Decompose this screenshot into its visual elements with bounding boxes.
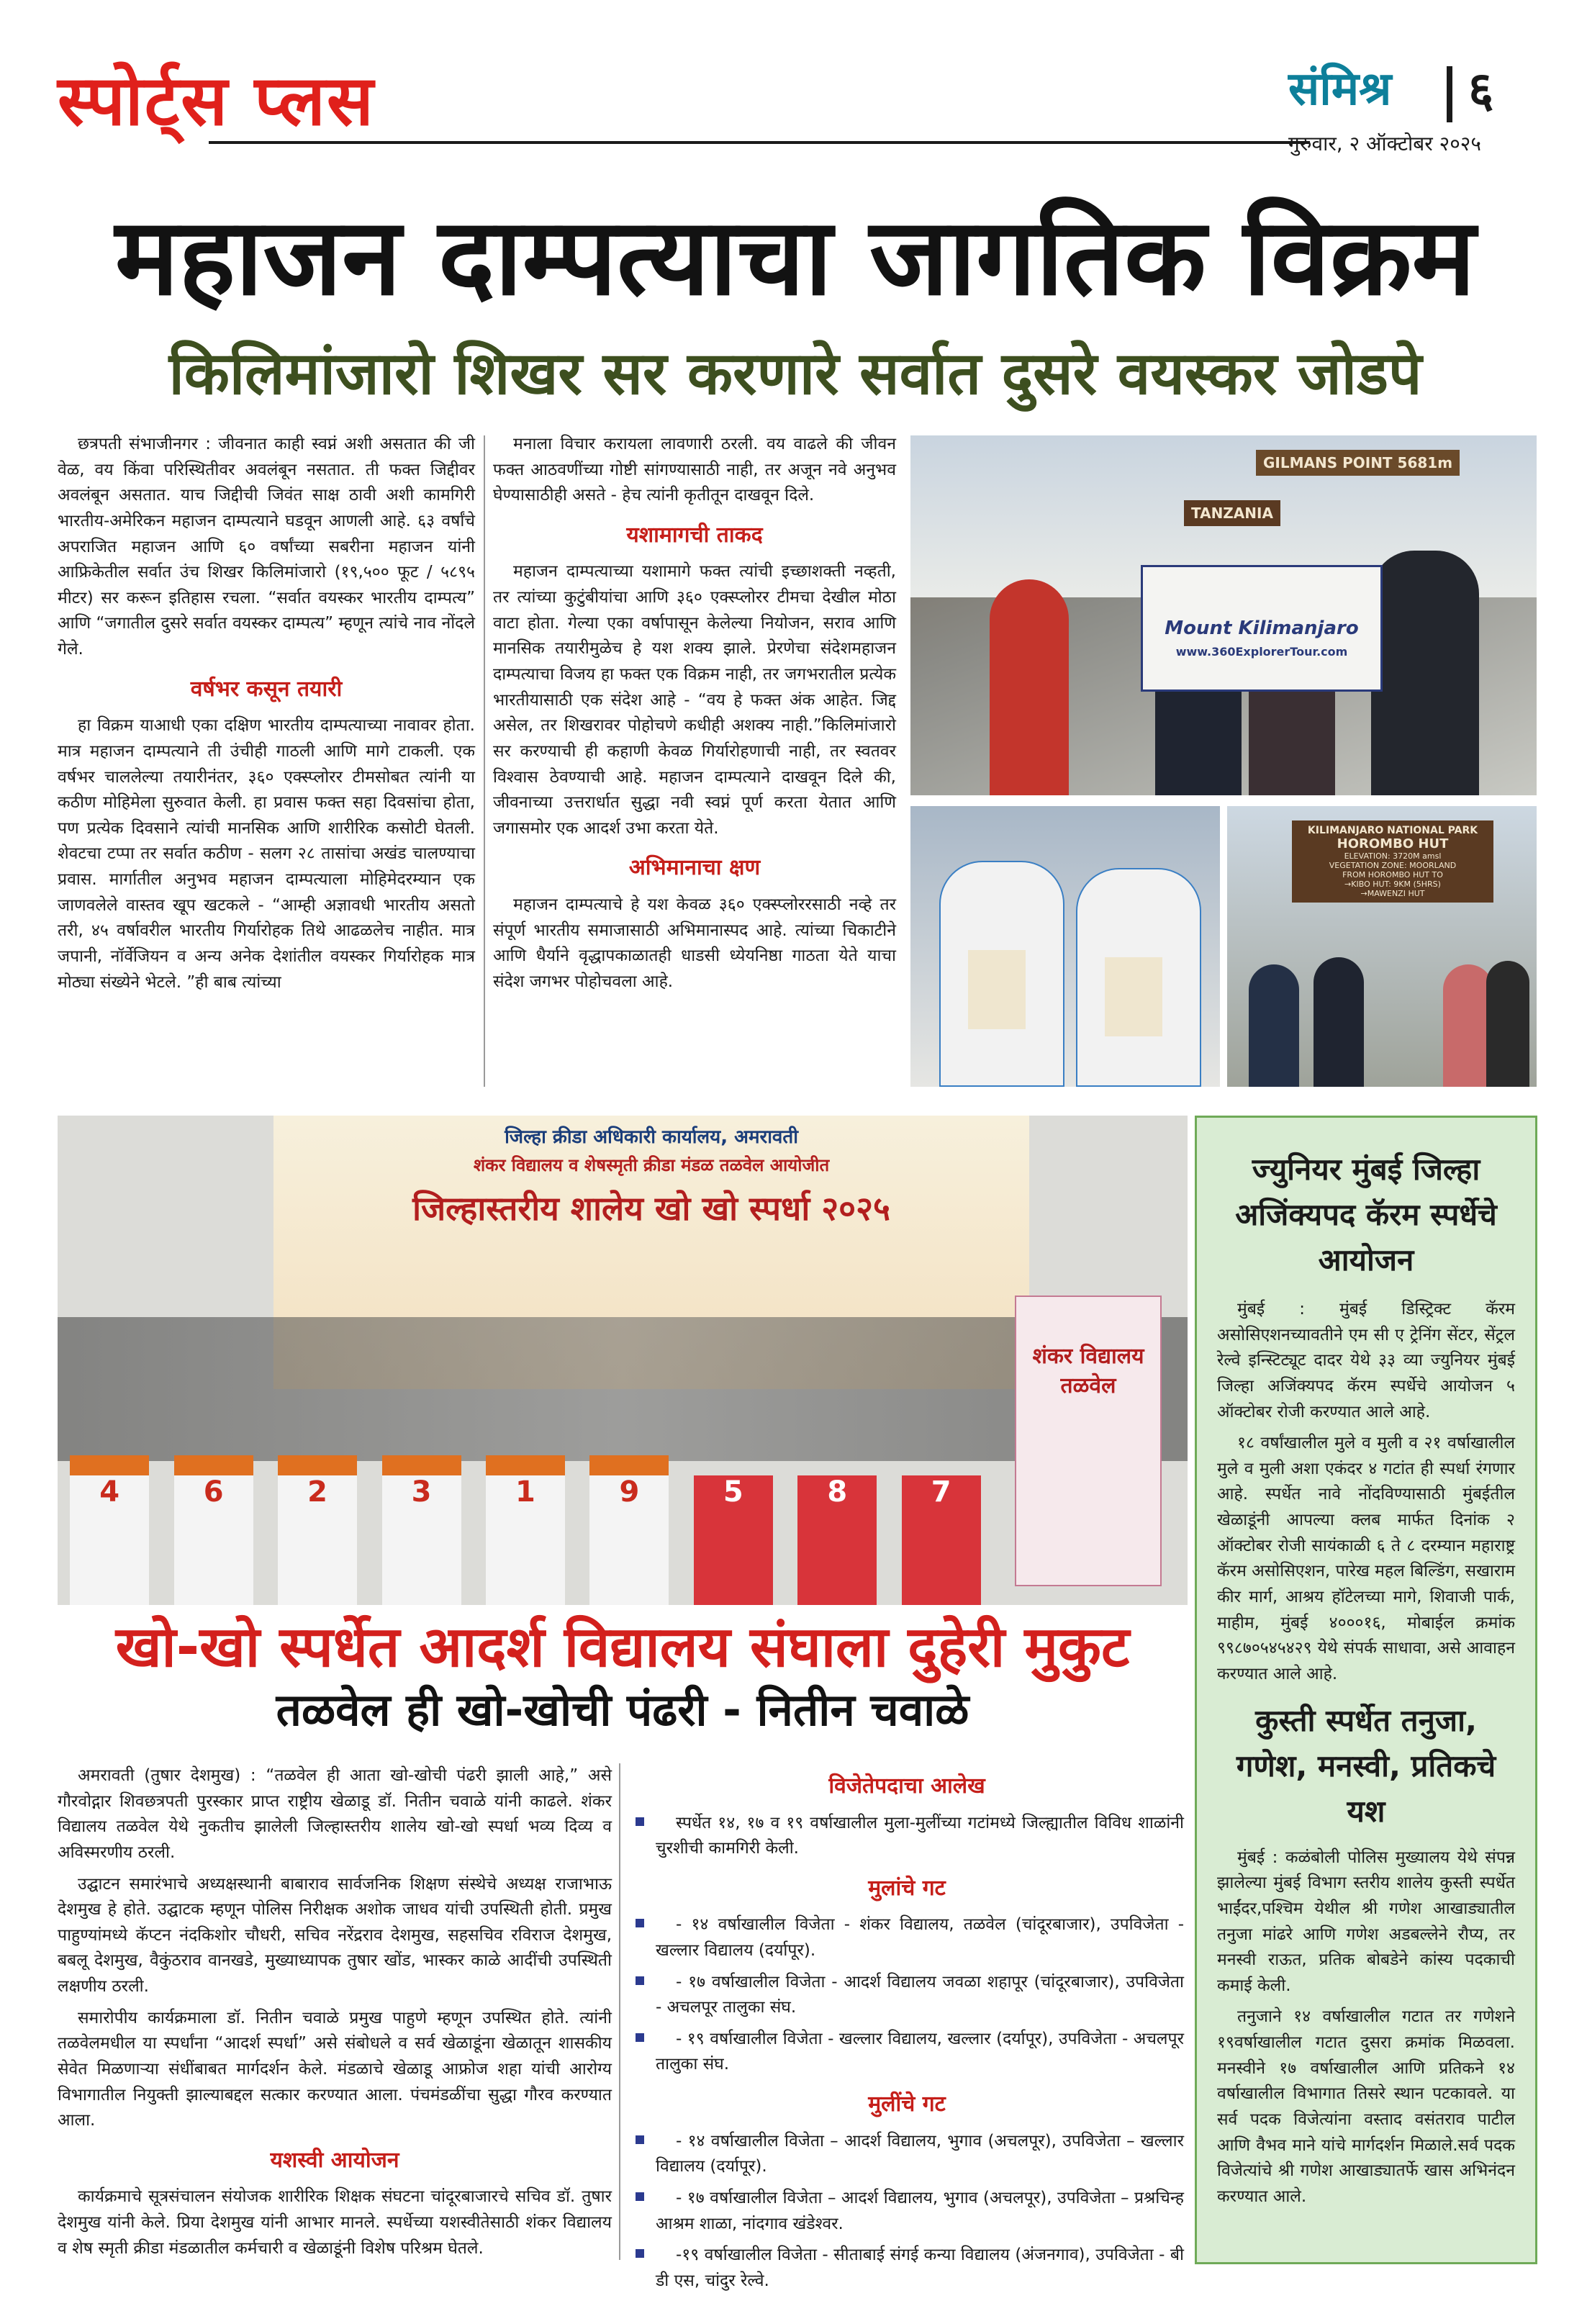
winners-intro bbox=[630, 1811, 1184, 1862]
result-item bbox=[630, 1912, 1184, 1963]
kho-column-1 bbox=[58, 1763, 612, 2267]
kho-paragraph: समारोपीय कार्यक्रमाला डॉ. नितीन चवाळे प्रमुख पाहुणे म्हणून उपस्थित होते. त्यांनी तळवेलमधील या स्पर्धांना “आदर्श स्पर्धा” असे संबोधले व सर्व खेळाडूंना खेळातून शासकीय सेवेत मिळणाऱ्या संधींबाबत मार्गदर्शन केले. मंडळाचे खेळाडू आफ्रोज शहा यांची आरोग्य विभागातील नियुक्ती झाल्याबद्दल सत्कार करण्यात आला. पंचमंडळींचा सुद्धा गौरव करण्यात आला. bbox=[58, 2008, 612, 2130]
masthead-rule bbox=[209, 141, 1310, 144]
result-item bbox=[630, 2129, 1184, 2180]
player-jersey: 1 bbox=[486, 1455, 565, 1605]
player-jersey: 9 bbox=[589, 1455, 669, 1605]
park-sign bbox=[1292, 820, 1493, 903]
masthead-title: स्पोर्ट्स प्लस bbox=[58, 60, 375, 141]
kho-headline: खो-खो स्पर्धेत आदर्श विद्यालय संघाला दुहेरी मुकुट bbox=[115, 1615, 1130, 1680]
lead-headline: महाजन दाम्पत्याचा जागतिक विक्रम bbox=[114, 195, 1476, 319]
kho-section-heading: मुलांचे गट bbox=[868, 1875, 946, 1901]
section-divider bbox=[1447, 66, 1452, 122]
sidebar-heading: ज्युनियर मुंबई जिल्हा अजिंक्यपद कॅरम स्पर्धेचे आयोजन bbox=[1235, 1152, 1497, 1278]
climber bbox=[990, 579, 1069, 795]
bullet-square-icon bbox=[636, 2249, 644, 2258]
player-jersey: 5 bbox=[694, 1475, 773, 1605]
result-text: - १४ वर्षाखालील विजेता - शंकर विद्यालय, तळवेल (चांदूरबाजार), उपविजेता - खल्लार विद्यालय (दर्यापूर). bbox=[656, 1915, 1184, 1960]
country-sign: TANZANIA bbox=[1184, 500, 1280, 526]
hut-sign-line: →MAWENZI HUT bbox=[1360, 889, 1425, 898]
stage-banner-mid: शंकर विद्यालय व शेषस्मृती क्रीडा मंडळ तळवेल आयोजीत bbox=[473, 1155, 830, 1175]
hut-sign-line: VEGETATION ZONE: MOORLAND bbox=[1329, 861, 1457, 870]
sidebar-paragraph: मुंबई : कळंबोली पोलिस मुख्यालय येथे संपन्न झालेल्या मुंबई विभाग स्तरीय शालेय कुस्ती स्पर्धेत भाईंदर,पश्चिम येथील श्री गणेश आखाड्यातील तनुजा मांढरे आणि गणेश अडबल्लेने रौप्य, तर मनस्वी राऊत, प्रतिक बोबडेने कांस्य पदकाची कमाई केली. bbox=[1217, 1848, 1515, 1995]
page-number: ६ bbox=[1468, 62, 1494, 119]
kho-paragraph: अमरावती (तुषार देशमुख) : “तळवेल ही आता खो-खोची पंढरी झाली आहे,” असे गौरवोद्गार शिवछत्रपती पुरस्कार प्राप्त राष्ट्रीय खेळाडू डॉ. नितीन चवाळे यांनी काढले. शंकर विद्यालय तळवेल येथे नुकतीच झालेली जिल्हास्तरीय शालेय खो-खो स्पर्धा भव्य दिव्य व अविस्मरणीय ठरली. bbox=[58, 1766, 612, 1862]
lead-section-heading: यशामागची ताकद bbox=[626, 522, 763, 548]
team-row bbox=[58, 1461, 993, 1605]
lead-paragraph: महाजन दाम्पत्याचे हे यश केवळ ३६० एक्स्प्लोररसाठी नव्हे तर संपूर्ण भारतीय समाजासाठी अभिमानास्पद आहे. त्यांच्या चिकाटीने आणि धैर्याने वृद्धापकाळातही धाडसी ध्येयनिष्ठा गाठता येते याचा संदेश जगभर पोहोचवला आहे. bbox=[493, 895, 896, 991]
player-jersey: 8 bbox=[797, 1475, 877, 1605]
player-jersey: 7 bbox=[902, 1475, 981, 1605]
player-jersey: 4 bbox=[70, 1455, 149, 1605]
kho-section-heading: मुलींचे गट bbox=[868, 2092, 946, 2117]
result-item bbox=[630, 2186, 1184, 2237]
result-text: - १७ वर्षाखालील विजेता – आदर्श विद्यालय, भुगाव (अचलपूर), उपविजेता – प्रश्रचिन्ह आश्रम शाळा, नांदगाव खंडेश्वर. bbox=[656, 2188, 1184, 2233]
podium bbox=[1015, 1296, 1162, 1586]
certificate bbox=[1105, 957, 1162, 1036]
result-text: - १९ वर्षाखालील विजेता - खल्लार विद्यालय, खल्लार (दर्यापूर), उपविजेता - अचलपूर तालुका संघ. bbox=[656, 2029, 1184, 2074]
lead-column-2 bbox=[493, 432, 896, 1001]
sidebar-content bbox=[1197, 1118, 1535, 2210]
climber bbox=[1249, 964, 1299, 1087]
kho-paragraph: कार्यक्रमाचे सूत्रसंचालन संयोजक शारीरिक शिक्षक संघटना चांदूरबाजारचे सचिव डॉ. तुषार देशमुख यांनी केले. प्रिया देशमुख यांनी आभार मानले. स्पर्धेच्या यशस्वीतेसाठी शंकर विद्यालय व शेष स्मृती क्रीडा मंडळातील कर्मचारी व खेळाडूंनी विशेष परिश्रम घेतले. bbox=[58, 2187, 612, 2258]
sidebar-body bbox=[1217, 1845, 1515, 2210]
result-text: - १४ वर्षाखालील विजेता – आदर्श विद्यालय, भुगाव (अचलपूर), उपविजेता – खल्लार विद्यालय (दर्यापूर). bbox=[656, 2131, 1184, 2176]
hut-sign-line: →KIBO HUT: 9KM (5HRS) bbox=[1344, 880, 1441, 889]
sidebar-paragraph: १८ वर्षांखालील मुले व मुली व २१ वर्षाखालील मुले व मुली अशा एकंदर ४ गटांत ही स्पर्धा रंगणार आहे. स्पर्धेत नावे नोंदविण्यासाठी मुंबईतील खेळाडूंनी आपल्या क्लब मार्फत दिनांक २ ऑक्टोबर रोजी सायंकाळी ६ ते ८ दरम्यान महाराष्ट्र कॅरम असोसिएशन, पारेख महल बिल्डिंग, सखाराम कीर मार्ग, आश्रय हॉटेलच्या मागे, शिवाजी पार्क, माहीम, मुंबई ४०००१६, मोबाईल क्रमांक ९९८७०५४५४२९ येथे संपर्क साधावा, असे आवाहन करण्यात आले आहे. bbox=[1217, 1434, 1515, 1683]
kho-kho-photo bbox=[58, 1116, 1188, 1605]
lead-section-heading: वर्षभर कसून तयारी bbox=[190, 676, 343, 702]
player-jersey: 2 bbox=[278, 1455, 357, 1605]
section-name: संमिश्र bbox=[1288, 63, 1392, 116]
result-item bbox=[630, 2027, 1184, 2078]
kho-section-heading: विजेतेपदाचा आलेख bbox=[828, 1773, 985, 1799]
climber bbox=[1371, 551, 1479, 795]
lead-paragraph: छत्रपती संभाजीनगर : जीवनात काही स्वप्नं अशी असतात की जी वेळ, वय किंवा परिस्थितीवर अवलंबून नसतात. ती फक्त जिद्दीवर अवलंबून असतात. याच जिद्दीची जिवंत साक्ष ठावी अशी कामगिरी भारतीय-अमेरिकन महाजन दाम्पत्याने घडवून आणली आहे. ६३ वर्षांचे अपराजित महाजन आणि ६० वर्षांच्या सबरीना महाजन यांनी आफ्रिकेतील सर्वात उंच शिखर किलिमांजारो (१९,५०० फूट / ५८९५ मीटर) सर करून इतिहास रचला. “सर्वात वयस्कर भारतीय दाम्पत्य” आणि “जगातील दुसरे सर्वात वयस्कर दाम्पत्य” म्हणून त्यांचे नाव नोंदले गेले. bbox=[58, 435, 475, 659]
lead-paragraph: महाजन दाम्पत्याच्या यशामागे फक्त त्यांची इच्छाशक्ती नव्हती, तर त्यांच्या कुटुंबीयांचा आणि ३६० एक्स्प्लोरर टीमचा देखील मोठा वाटा होता. गेल्या एका वर्षापासून केलेल्या नियोजन, सराव आणि मानसिक तयारीमुळेच हे यश शक्य झाले. प्रेरणेचा संदेशमहाजन दाम्पत्याचा विजय हा फक्त एक विक्रम नाही, तर जगभरातील प्रत्येक भारतीयासाठी एक संदेश आहे - “वय हे फक्त अंक आहेत. जिद्द असेल, तर शिखरावर पोहोचणे कधीही अशक्य नाही.”किलिमांजारो सर करण्याची ही कहाणी केवळ गिर्यारोहणाची नाही, तर स्वतवर विश्वास ठेवण्याची आहे. महाजन दाम्पत्याने दाखवून दिले की, जीवनाच्या उत्तरार्धात सुद्धा नवी स्वप्नं पूर्ण करता येतात आणि जगासमोर एक आदर्श उभा करता येते. bbox=[493, 562, 896, 838]
climber bbox=[1314, 957, 1364, 1087]
bullet-square-icon bbox=[636, 2135, 644, 2144]
certificate-photo bbox=[910, 806, 1220, 1087]
kho-subheadline: तळवेल ही खो-खोची पंढरी - नितीन चवाळे bbox=[276, 1683, 969, 1736]
player-jersey: 3 bbox=[382, 1455, 461, 1605]
expedition-banner bbox=[1141, 565, 1383, 692]
summit-sign: GILMANS POINT 5681m bbox=[1256, 450, 1460, 476]
sidebar-paragraph: तनुजाने १४ वर्षाखालील गटात तर गणेशने १९वर्षाखालील गटात दुसरा क्रमांक मिळवला. मनस्वीने १७ वर्षाखालील आणि प्रतिकने १४ वर्षाखालील विभागात तिसरे स्थान पटकावले. या सर्व पदक विजेत्यांना वस्ताद वसंतराव पाटील आणि वैभव माने यांचे मार्गदर्शन मिळाले.सर्व पदक विजेत्यांचे श्री गणेश आखाड्यातर्फे खास अभिनंदन करण्यात आले. bbox=[1217, 2007, 1515, 2206]
lead-section-heading: अभिमानाचा क्षण bbox=[628, 855, 761, 881]
lead-paragraph: हा विक्रम याआधी एका दक्षिण भारतीय दाम्पत्याच्या नावावर होता. मात्र महाजन दाम्पत्याने ती उंचीही गाठली आणि मागे टाकली. एक वर्षभर चाललेल्या तयारीनंतर, ३६० एक्स्प्लोरर टीमसोबत त्यांनी या कठीण मोहिमेला सुरुवात केली. हा प्रवास फक्त सहा दिवसांचा होता, पण प्रत्येक दिवसाने त्यांची मानसिक आणि शारीरिक कसोटी घेतली. शेवटचा टप्पा तर सर्वात कठीण - सलग २८ तासांचा अखंड चालण्याचा प्रवास. मार्गातील अनुभव महाजन दाम्पत्याला मोहिमेदरम्यान एक जाणवलेले वास्तव खूप खटकले - “आम्ही अज्ञावधी भारतीय असतो तरी, ४५ वर्षावरील भारतीय गिर्यारोहक तिथे आढळलेच नाहीत. मात्र जपानी, नॉर्वेजियन व अन्य अनेक देशांतील वयस्कर गिर्यारोहक मात्र मोठ्या संख्येने भेटले. ”ही बाब त्यांच्या bbox=[58, 716, 475, 992]
result-item bbox=[630, 1970, 1184, 2021]
certificate bbox=[968, 950, 1026, 1029]
podium-text: शंकर विद्यालय तळवेल bbox=[1032, 1344, 1144, 1398]
kho-paragraph: उद्घाटन समारंभाचे अध्यक्षस्थानी बाबाराव सार्वजनिक शिक्षण संस्थेचे अध्यक्ष राजाभाऊ देशमुख हे होते. उद्घाटक म्हणून पोलिस निरीक्षक अशोक जाधव यांची उपस्थिती होती. प्रमुख पाहुण्यांमध्ये कॅप्टन नंदकिशोर चौधरी, सचिव नरेंद्रराव देशमुख, सहसचिव रविराज देशमुख, बबलू देशमुख, वैकुंठराव वानखडे, मुख्याध्यापक तुषार खोंड, भास्कर काळे आदींची उपस्थिती लक्षणीय ठरली. bbox=[58, 1874, 612, 1997]
banner-title: Mount Kilimanjaro bbox=[1165, 618, 1359, 639]
stage-banner-top: जिल्हा क्रीडा अधिकारी कार्यालय, अमरावती bbox=[505, 1126, 798, 1148]
column-rule bbox=[484, 435, 485, 1087]
horombo-hut-photo bbox=[1227, 806, 1537, 1087]
park-sign-title: KILIMANJARO NATIONAL PARK bbox=[1307, 825, 1478, 836]
hut-sign-line: ELEVATION: 3720M amsl bbox=[1344, 851, 1442, 861]
sidebar-paragraph: मुंबई : मुंबई डिस्ट्रिक्ट कॅरम असोसिएशनच्यावतीने एम सी ए ट्रेनिंग सेंटर, सेंट्रल रेल्वे इन्स्टिट्यूट दादर येथे ३३ व्या ज्युनियर मुंबई जिल्हा अजिंक्यपद कॅरम स्पर्धेचे आयोजन ५ ऑक्टोबर रोजी करण्यात आले आहे. bbox=[1217, 1300, 1515, 1421]
result-item bbox=[630, 2243, 1184, 2294]
winners-intro-text: स्पर्धेत १४, १७ व १९ वर्षाखालील मुला-मुलींच्या गटांमध्ये जिल्ह्यातील विविध शाळांनी चुरशीची कामगिरी केली. bbox=[656, 1813, 1184, 1858]
kho-section-heading: यशस्वी आयोजन bbox=[270, 2147, 399, 2173]
column-rule bbox=[619, 1763, 620, 2260]
stage-banner-main: जिल्हास्तरीय शालेय खो खो स्पर्धा २०२५ bbox=[412, 1189, 890, 1228]
climber bbox=[1486, 961, 1529, 1087]
lead-column-1 bbox=[58, 432, 475, 1001]
bullet-square-icon bbox=[636, 1919, 644, 1927]
banner-url: www.360ExplorerTour.com bbox=[1175, 645, 1348, 659]
sidebar-box bbox=[1195, 1116, 1537, 2264]
hut-sign-title: HOROMBO HUT bbox=[1337, 836, 1449, 851]
result-text: - १७ वर्षाखालील विजेता - आदर्श विद्यालय जवळा शहापूर (चांदूरबाजार), उपविजेता - अचलपूर तालुका संघ. bbox=[656, 1972, 1184, 2017]
lead-subhead: किलिमांजारो शिखर सर करणारे सर्वात दुसरे वयस्कर जोडपे bbox=[168, 340, 1422, 408]
bullet-square-icon bbox=[636, 2033, 644, 2042]
bullet-square-icon bbox=[636, 1976, 644, 1985]
kho-column-2 bbox=[630, 1760, 1184, 2300]
lead-paragraph: मनाला विचार करायला लावणारी ठरली. वय वाढले की जीवन फक्त आठवणींच्या गोष्टी सांगण्यासाठी नाही, तर अजून नवे अनुभव घेण्यासाठीही असते - हेच त्यांनी कृतीतून दाखवून दिले. bbox=[493, 435, 896, 505]
bullet-square-icon bbox=[636, 2192, 644, 2201]
hut-sign-line: FROM HOROMBO HUT TO bbox=[1342, 870, 1443, 880]
dateline: गुरुवार, २ ऑक्टोबर २०२५ bbox=[1288, 132, 1481, 155]
player-jersey: 6 bbox=[174, 1455, 253, 1605]
sidebar-heading: कुस्ती स्पर्धेत तनुजा, गणेश, मनस्वी, प्रतिकचे यश bbox=[1236, 1702, 1496, 1829]
result-text: -१९ वर्षाखालील विजेता - सीताबाई संगई कन्या विद्यालय (अंजनगाव), उपविजेता - बी डी एस, चांदुर रेल्वे. bbox=[656, 2246, 1184, 2290]
summit-photo bbox=[910, 435, 1537, 795]
bullet-square-icon bbox=[636, 1817, 644, 1826]
sidebar-body bbox=[1217, 1297, 1515, 1688]
